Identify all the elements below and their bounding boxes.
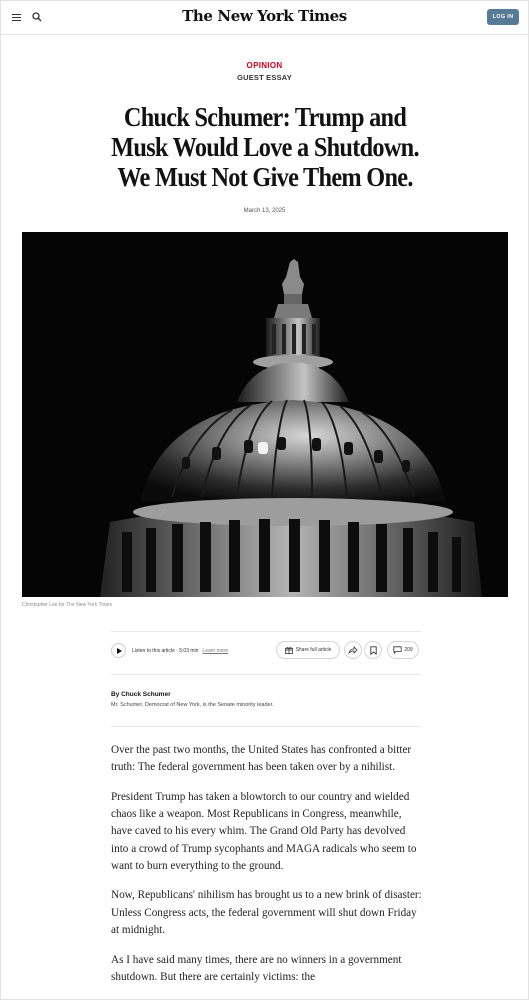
masthead-logo[interactable]: The New York Times [182, 7, 347, 25]
toolbar-top-divider [111, 631, 421, 632]
listen-to-article-button[interactable] [111, 642, 228, 659]
gift-icon [285, 646, 293, 654]
image-credit: Christopher Lee for The New York Times [22, 602, 112, 608]
article-paragraph: Now, Republicans' nihilism has brought us to a new brink of disaster: Unless Congress acts, the federal government will shut down Friday at midnight. [111, 889, 422, 936]
learn-more-link[interactable]: Learn more [202, 647, 228, 654]
publish-date: March 13, 2025 [243, 208, 286, 214]
play-icon[interactable] [111, 643, 126, 658]
article-paragraph: As I have said many times, there are no winners in a government shutdown. But there are certainly victims: the [111, 953, 402, 983]
share-label: Share full article [295, 647, 332, 653]
login-button[interactable]: LOG IN [487, 9, 519, 25]
author-description: Mr. Schumer, Democrat of New York, is the Senate minority leader. [111, 702, 274, 708]
capitol-dome-photo [22, 232, 508, 597]
byline-divider [111, 726, 421, 727]
article-paragraph: President Trump has taken a blowtorch to our country and wielded chaos like a weapon. Most Republicans in Congress, meanwhile, have caved to his every whim. The Grand Old Party has devolved into a crowd of Trump sycophants and MAGA radicals who seem to want to burn everything to the ground. [111, 790, 417, 872]
bookmark-icon [370, 646, 377, 655]
article-body [111, 742, 423, 998]
opinion-kicker[interactable]: OPINION [246, 61, 283, 70]
comment-count: 209 [404, 647, 413, 653]
top-navigation-bar [1, 1, 528, 35]
share-button[interactable] [344, 641, 362, 659]
guest-essay-label: GUEST ESSAY [237, 73, 292, 82]
article-headline: Chuck Schumer: Trump and Musk Would Love a Shutdown. We Must Not Give Them One. [111, 102, 419, 192]
share-arrow-icon [348, 646, 358, 654]
article-paragraph: Over the past two months, the United States has confronted a bitter truth: The federal government has been taken over by a nihilist. [111, 744, 412, 774]
byline[interactable]: By Chuck Schumer [111, 691, 171, 698]
comment-icon [393, 646, 402, 654]
toolbar-bottom-divider [111, 674, 421, 675]
share-full-article-button[interactable] [276, 641, 340, 659]
listen-label: Listen to this article · 5:03 min [132, 647, 199, 654]
comments-button[interactable] [387, 641, 419, 659]
save-button[interactable] [364, 641, 382, 659]
